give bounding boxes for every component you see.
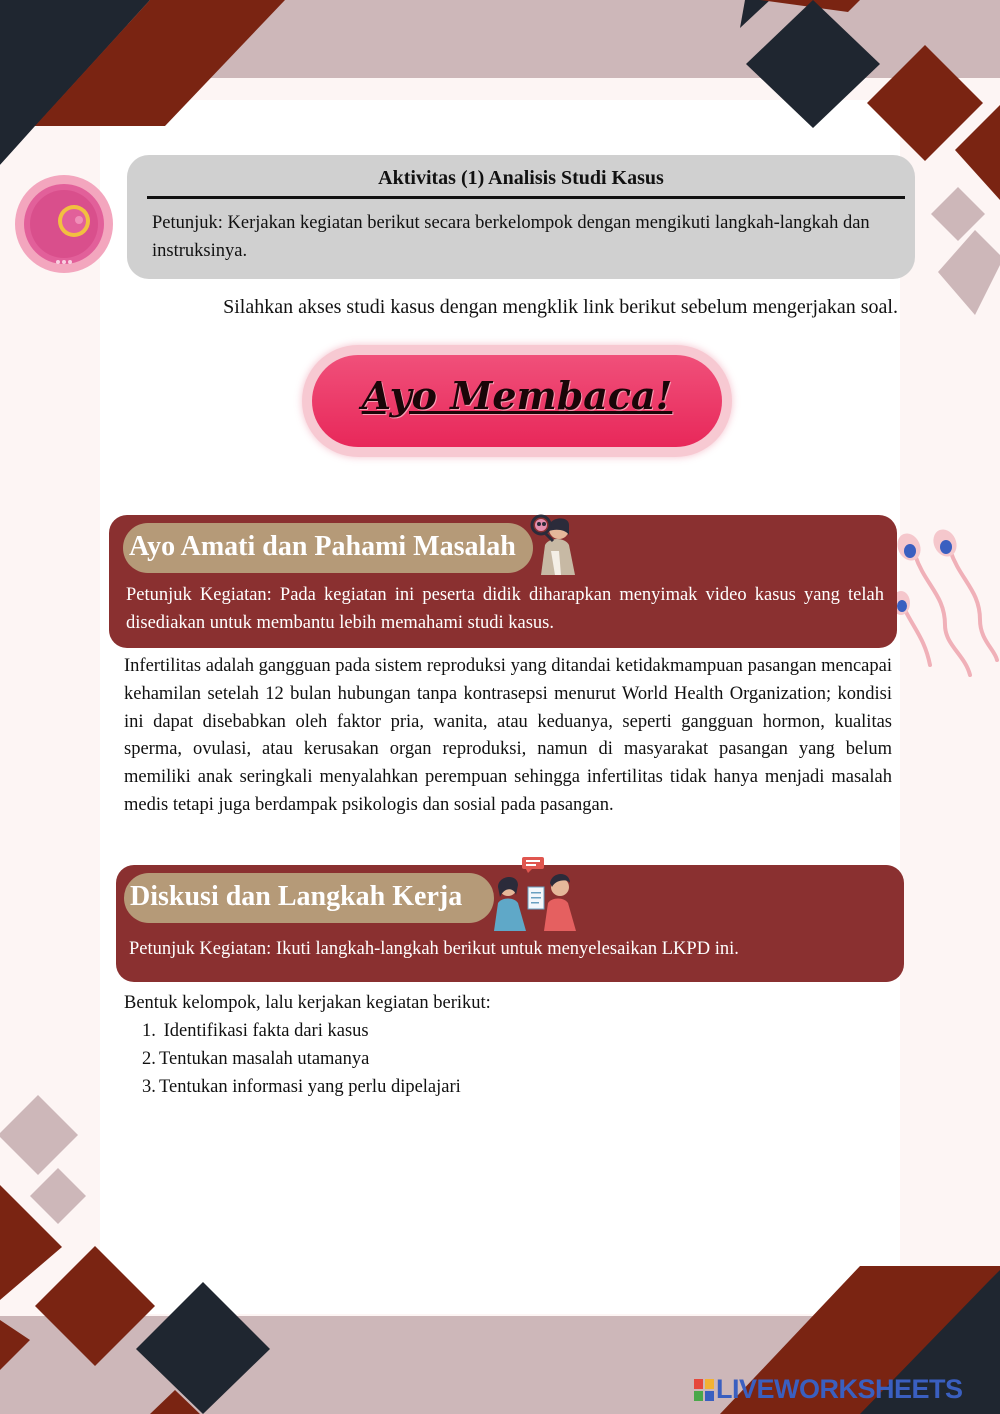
step-number: 2. <box>142 1049 156 1069</box>
activity-instructions: Petunjuk: Kerjakan kegiatan berikut secara berkelompok dengan mengikuti langkah-langkah dan instruksinya. <box>152 213 870 261</box>
step-item <box>142 1049 369 1070</box>
section-observe-header <box>123 523 533 573</box>
discussion-illustration-icon <box>492 857 578 931</box>
activity-divider <box>147 196 905 199</box>
egg-cell-icon <box>14 174 114 274</box>
step-item <box>142 1021 369 1042</box>
step-number: 1. <box>142 1021 156 1041</box>
section-discuss-header <box>124 873 494 923</box>
section-discuss <box>116 865 904 982</box>
read-case-study-button[interactable] <box>302 345 732 457</box>
step-text: Tentukan informasi yang perlu dipelajari <box>159 1077 461 1097</box>
step-item <box>142 1077 461 1098</box>
section-observe <box>109 515 897 648</box>
read-button-face[interactable] <box>312 355 722 447</box>
section-observe-title: Ayo Amati dan Pahami Masalah <box>129 531 516 562</box>
section-discuss-title: Diskusi dan Langkah Kerja <box>130 881 463 912</box>
section-discuss-instructions: Petunjuk Kegiatan: Ikuti langkah-langkah berikut untuk menyelesaikan LKPD ini. <box>129 939 739 959</box>
activity-box <box>127 155 915 279</box>
liveworksheets-logo-icon <box>694 1379 714 1401</box>
step-number: 3. <box>142 1077 156 1097</box>
section-observe-instructions: Petunjuk Kegiatan: Pada kegiatan ini peserta didik diharapkan menyimak video kasus yang telah disediakan untuk membantu lebih memahami studi kasus. <box>126 585 884 633</box>
watermark-text: LIVEWORKSHEETS <box>716 1374 963 1404</box>
access-instruction: Silahkan akses studi kasus dengan mengklik link berikut sebelum mengerjakan soal. <box>223 296 898 318</box>
liveworksheets-watermark <box>694 1374 963 1405</box>
sperm-decoration-icon <box>885 525 1000 685</box>
activity-title: Aktivitas (1) Analisis Studi Kasus <box>378 167 664 189</box>
detective-illustration-icon <box>521 511 587 575</box>
case-study-text: Infertilitas adalah gangguan pada sistem reproduksi yang ditandai ketidakmampuan pasangan mencapai kehamilan setelah 12 bulan hubungan tanpa kontrasepsi menurut World Health Organization; kondisi ini dapat disebabkan oleh faktor pria, wanita, atau keduanya, seperti gangguan hormon, kualitas sperma, ovulasi, atau kerusakan organ reproduksi, namun di masyarakat pasangan yang belum memiliki anak seringkali menyalahkan perempuan sehingga infertilitas tidak hanya menjadi masalah medis tetapi juga berdampak psikologis dan sosial pada pasangan. <box>124 656 892 815</box>
read-button-label[interactable]: Ayo Membaca! <box>361 373 673 418</box>
steps-intro: Bentuk kelompok, lalu kerjakan kegiatan berikut: <box>124 993 491 1013</box>
step-text: Tentukan masalah utamanya <box>159 1049 370 1069</box>
step-text: Identifikasi fakta dari kasus <box>163 1021 369 1041</box>
